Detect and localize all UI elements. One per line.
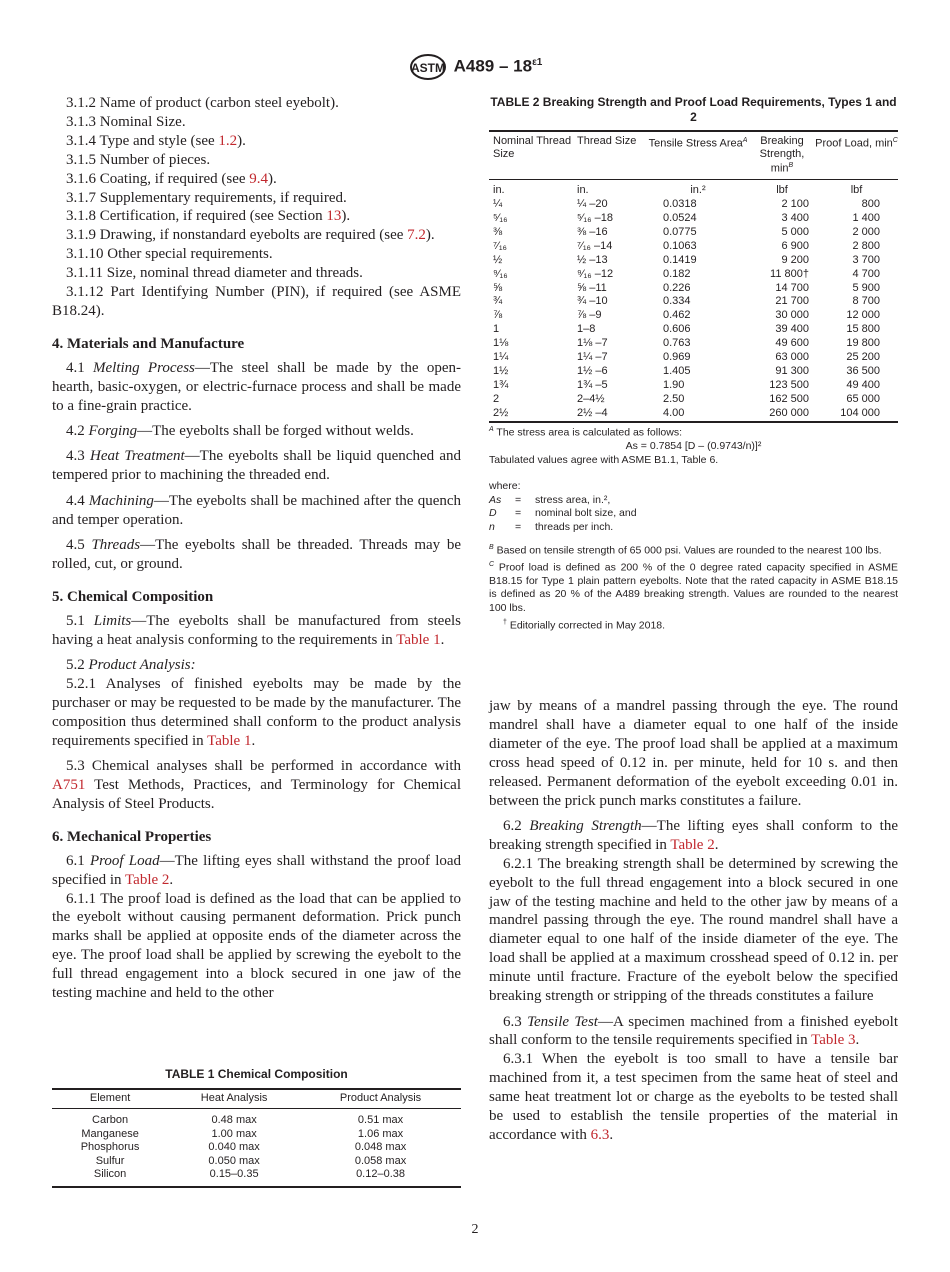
table-cell: ½	[493, 253, 503, 266]
table-cell: 0.050 max	[208, 1154, 260, 1167]
page-header	[0, 54, 950, 80]
paragraph	[52, 612, 461, 650]
run-in-title: Proof Load	[89, 852, 160, 869]
column-header: Heat Analysis	[168, 1089, 300, 1109]
table-cell: 5 000	[781, 225, 809, 238]
table-cell: 1–8	[577, 323, 596, 336]
cross-reference-link[interactable]: 7.2	[407, 227, 426, 244]
text-run: —The eyebolts shall be machined after the quench and temper operation.	[52, 492, 462, 528]
table-cell: ⁹⁄₁₆ –12	[577, 267, 614, 280]
table-cell: 0.040 max	[208, 1141, 260, 1153]
footnote-ref: C	[892, 137, 898, 144]
table-cell: 1.90	[663, 378, 685, 391]
cross-reference-link[interactable]: Table 2	[670, 836, 715, 853]
text-run: 3.1.10 Other special requirements.	[66, 246, 273, 263]
table-cell: 36 500	[846, 364, 880, 377]
run-in-title: Breaking Strength	[529, 817, 642, 834]
table-cell: 0.12–0.38	[356, 1168, 405, 1180]
table-cell: 0.462	[663, 309, 691, 322]
table-2-footnotes	[489, 423, 898, 633]
table-cell: 65 000	[846, 392, 880, 405]
table-cell: 123 500	[769, 378, 809, 391]
definition: threads per inch.	[535, 521, 614, 534]
run-in-title: Machining	[88, 492, 154, 509]
table-2	[489, 95, 898, 423]
text-run: ).	[341, 208, 351, 225]
table-row	[52, 1128, 461, 1142]
equals: =	[515, 493, 522, 506]
table-cell: ⁷⁄₁₆ –14	[577, 239, 613, 252]
footnote-b	[489, 541, 898, 558]
text-run: 3.1.5 Number of pieces.	[66, 151, 211, 168]
table-cell: ⅜ –16	[577, 225, 608, 238]
table-cell: 4.00	[663, 406, 685, 419]
text-run: 6.1	[66, 852, 90, 869]
table-row	[489, 226, 898, 240]
text-run: 4.4	[66, 492, 89, 509]
table-cell: 1.00 max	[211, 1127, 257, 1140]
text-run: 3.1.3 Nominal Size.	[66, 113, 186, 130]
run-in-title: Product Analysis:	[88, 657, 196, 674]
text-run: ).	[425, 227, 435, 244]
unit-cell: lbf	[776, 184, 788, 197]
cross-reference-link[interactable]: Table 3	[811, 1032, 856, 1049]
table-cell: 63 000	[775, 351, 809, 364]
run-in-title: Limits	[93, 612, 132, 629]
footnote-mark: B	[489, 543, 494, 551]
table-cell: 1¼	[493, 351, 509, 364]
text-run: 3.1.11 Size, nominal thread diameter and threads.	[66, 265, 363, 282]
table-cell: 11 800†	[770, 267, 809, 280]
text-run: —The steel shall be made by the open-hearth, basic-oxygen, or electric-furnace process and shall be made to a fine-grain practice.	[52, 359, 461, 414]
text-run: 3.1.2 Name of product (carbon steel eyebolt).	[66, 95, 339, 111]
symbol: As	[489, 493, 502, 506]
paragraph	[52, 536, 461, 574]
table-cell: ⁹⁄₁₆	[493, 267, 508, 280]
table-cell: 0.1419	[663, 253, 697, 266]
text-run: —The eyebolts shall be manufactured from steels having a heat analysis conforming to the requirements in	[52, 612, 461, 648]
definition-row	[489, 521, 637, 535]
equals: =	[515, 521, 522, 534]
text-run: 3.1.8 Certification, if required (see Section	[66, 208, 327, 225]
table-cell: 260 000	[769, 406, 809, 419]
table-cell: 19 800	[846, 337, 880, 350]
text-run: 5.2.1 Analyses of finished eyebolts may be made by the purchaser or may be requested to be made by the manufacturer. The composition thus determined shall conform to the product analysis requirements specified in	[52, 675, 461, 749]
text-run: .	[440, 631, 445, 648]
table-cell: 2½	[493, 406, 509, 419]
symbol: D	[489, 507, 497, 520]
paragraph	[52, 492, 461, 530]
table-row	[489, 295, 898, 309]
definition-row	[489, 494, 637, 508]
table-cell: Carbon	[92, 1114, 129, 1126]
cross-reference-link[interactable]: Table 2	[125, 871, 170, 888]
table-cell: 9 200	[781, 253, 809, 266]
table-cell: 30 000	[775, 309, 809, 322]
footnote-text: Editorially corrected in May 2018.	[509, 619, 666, 632]
run-in-title: Threads	[91, 537, 141, 554]
table-cell: 2½ –4	[577, 406, 608, 419]
footnote-ref: A	[742, 137, 748, 144]
table-cell: ¾ –10	[577, 295, 608, 308]
text-run: —The eyebolts shall be threaded. Threads may be rolled, cut, or ground.	[52, 537, 461, 572]
footnote-dagger	[489, 616, 898, 633]
cross-reference-link[interactable]: Table 1	[207, 732, 252, 749]
text-run: —The lifting eyes shall withstand the proof load specified in	[52, 852, 462, 888]
paragraph	[489, 697, 898, 810]
text-run: 4.2	[66, 423, 89, 439]
table-cell: 1.405	[663, 364, 691, 377]
paragraph	[52, 757, 461, 814]
text-run: .	[855, 1032, 860, 1049]
table-cell: ⁷⁄₁₆	[493, 239, 507, 252]
table-cell: 1⅛	[493, 337, 509, 350]
header-text: Proof Load, min	[815, 137, 893, 150]
text-run: 5.3 Chemical analyses shall be performed in accordance with	[66, 758, 461, 775]
text-run: 5.1	[66, 612, 94, 629]
where-definitions	[489, 494, 637, 535]
paragraph	[52, 422, 461, 441]
table-cell: 2	[493, 392, 500, 405]
paragraph	[52, 113, 461, 132]
table-cell: ½ –13	[577, 253, 608, 266]
text-run: 4.3	[66, 448, 90, 465]
table-cell: 2 000	[852, 225, 880, 238]
table-cell: 5 900	[852, 281, 880, 294]
unit-cell: in.	[577, 184, 589, 197]
where-label: where:	[489, 480, 521, 493]
table-cell: 0.226	[663, 281, 691, 294]
table-cell: 1.06 max	[357, 1127, 404, 1140]
text-run: 3.1.6 Coating, if required (see	[66, 170, 250, 187]
column-header: Product Analysis	[300, 1089, 461, 1109]
text-run: 5.2	[66, 657, 89, 674]
paragraph	[52, 245, 461, 264]
table-cell: 1½ –6	[577, 364, 608, 377]
column-header	[647, 131, 749, 180]
table-row	[489, 309, 898, 323]
column-header	[577, 131, 647, 180]
table-row	[489, 379, 898, 393]
table-cell: ¼ –20	[577, 198, 608, 211]
table-cell: Silicon	[93, 1168, 127, 1180]
table-cell: 0.51 max	[357, 1114, 404, 1126]
table-cell: 0.48 max	[211, 1114, 257, 1126]
table-cell: 2–4½	[577, 392, 605, 405]
paragraph	[489, 855, 898, 1006]
table-2-grid	[489, 130, 898, 423]
unit-cell: lbf	[850, 184, 863, 197]
run-in-title: Heat Treatment	[89, 448, 185, 465]
section-heading: 5. Chemical Composition	[52, 588, 214, 605]
table-cell: 0.606	[663, 323, 691, 336]
table-cell: 0.15–0.35	[209, 1168, 259, 1180]
table-cell: ¼	[493, 198, 503, 211]
paragraph	[52, 189, 461, 208]
table-cell: ⅝	[493, 281, 503, 294]
table-row	[489, 282, 898, 296]
column-header: Element	[52, 1089, 168, 1109]
table-cell: 0.0775	[663, 225, 697, 238]
column-header	[749, 131, 815, 180]
run-in-title: Melting Process	[93, 359, 195, 376]
table-row	[489, 351, 898, 365]
table-row	[52, 1141, 461, 1155]
paragraph	[489, 1050, 898, 1145]
table-cell: ⁵⁄₁₆	[493, 211, 508, 224]
table-cell: 0.969	[663, 351, 691, 364]
table-cell: 162 500	[769, 392, 809, 405]
cross-reference-link[interactable]: 13	[326, 208, 342, 225]
text-run: Test Methods, Practices, and Terminology for Chemical Analysis of Steel Products.	[52, 777, 461, 812]
table-cell: 1¾	[493, 378, 509, 391]
paragraph	[52, 207, 461, 226]
table-cell: 3 400	[781, 211, 809, 224]
section-heading: 4. Materials and Manufacture	[52, 335, 245, 352]
table-cell: 1¼ –7	[577, 351, 608, 364]
table-row	[52, 1109, 461, 1128]
table-cell: 2 100	[781, 198, 809, 211]
table-cell: ⅞ –9	[577, 309, 602, 322]
table-row	[489, 268, 898, 282]
table-cell: 8 700	[852, 295, 880, 308]
units-row	[489, 180, 898, 198]
table-cell: 91 300	[775, 364, 809, 377]
section-heading: 6. Mechanical Properties	[52, 828, 212, 845]
table-cell: 4 700	[852, 267, 880, 280]
footnote-text: The stress area is calculated as follows:	[496, 426, 682, 439]
text-run: —The eyebolts shall be forged without welds.	[137, 423, 414, 439]
table-cell: 0.0524	[663, 211, 697, 224]
astm-logo-icon	[408, 54, 448, 80]
paragraph	[52, 852, 461, 890]
text-run: 3.1.7 Supplementary requirements, if required.	[66, 189, 347, 206]
table-1-caption: TABLE 1 Chemical Composition	[165, 1067, 348, 1081]
table-row	[52, 1155, 461, 1169]
table-cell: 12 000	[846, 309, 880, 322]
table-cell: 0.1063	[663, 239, 697, 252]
run-in-title: Forging	[88, 423, 138, 439]
footnote-mark: †	[503, 618, 507, 626]
footnote-text: Proof load is defined as 200 % of the 0 degree rated capacity specified in ASME B18.15 for Type 1 plain pattern eyebolts. Note that the rated capacity in ASME B18.15 is defined as 20 % of the A489 breaking strength. Values are rounded to the nearest 100 lbs.	[489, 561, 899, 615]
column-header	[815, 131, 898, 180]
table-cell: Sulfur	[95, 1154, 125, 1167]
footnote-a	[489, 423, 898, 440]
text-run: jaw by means of a mandrel passing through the eye. The round mandrel shall have a diameter equal to one half of the inside diameter of the eye. The proof load shall be applied at a maximum cross head speed of 0.12 in. per minute, held for 10 s. and then released. Permanent deformation of the eyebolt exceeding 0.01 in. between the prick punch marks constitutes a failure.	[489, 698, 898, 809]
table-cell: Manganese	[81, 1127, 139, 1140]
table-cell: 25 200	[846, 351, 880, 364]
table-cell: 800	[861, 198, 880, 211]
cross-reference-link[interactable]: 9.4	[249, 170, 269, 187]
table-cell: 15 800	[846, 323, 880, 336]
text-run: 3.1.4 Type and style (see	[66, 132, 219, 149]
paragraph	[52, 359, 461, 416]
footnote-text: Based on tensile strength of 65 000 psi. Values are rounded to the nearest 100 lbs.	[496, 544, 882, 557]
page-number: 2	[471, 1222, 479, 1237]
formula: As = 0.7854 [D – (0.9743/n)]²	[625, 440, 762, 453]
text-run: .	[609, 1126, 614, 1143]
text-run: 3.1.12 Part Identifying Number (PIN), if required (see ASME B18.24).	[52, 284, 461, 319]
table-cell: ⅝ –11	[577, 281, 607, 294]
paragraph	[52, 283, 461, 321]
text-run: —The lifting eyes shall conform to the breaking strength specified in	[489, 817, 899, 853]
paragraph	[489, 817, 898, 855]
table-cell: 1	[493, 323, 500, 336]
table-cell: 1 400	[852, 211, 880, 224]
table-cell: ¾	[493, 295, 503, 308]
cross-reference-link[interactable]: 1.2	[218, 132, 238, 149]
header-text: Tensile Stress Area	[648, 137, 743, 150]
paragraph	[52, 447, 461, 485]
table-cell: 1½	[493, 364, 509, 377]
text-run: —The eyebolts shall be liquid quenched and tempered prior to machining the threaded end.	[52, 448, 461, 484]
table-row	[489, 212, 898, 226]
table-cell: 2 800	[852, 239, 880, 252]
definition: nominal bolt size, and	[535, 507, 637, 520]
table-cell: Phosphorus	[80, 1141, 140, 1153]
table-cell: 0.048 max	[354, 1141, 407, 1153]
text-run: 6.3	[503, 1013, 528, 1030]
table-1-grid	[52, 1088, 461, 1188]
paragraph	[52, 94, 461, 113]
table-cell: 49 600	[775, 337, 809, 350]
text-run: .	[251, 732, 256, 749]
table-cell: 49 400	[846, 378, 880, 391]
run-in-title: Tensile Test	[527, 1013, 598, 1030]
table-row	[52, 1168, 461, 1187]
table-cell: 0.0318	[663, 198, 697, 211]
text-run: 6.2	[503, 817, 530, 834]
table-cell: ⅞	[493, 309, 503, 322]
table-2-caption: TABLE 2 Breaking Strength and Proof Load Requirements, Types 1 and 2	[490, 95, 897, 124]
cross-reference-link[interactable]: A751	[52, 777, 86, 793]
cross-reference-link[interactable]: Table 1	[396, 631, 441, 648]
table-row	[489, 393, 898, 407]
text-run: 6.1.1 The proof load is defined as the load that can be applied to the eyebolt without causing permanent deformation. Prick punch marks shall be applied at opposite ends of the diameter across the eye. The proof load shall be applied by screwing the eyebolt to the full thread engagement into a block secured in one jaw of the testing machine and held to the other	[52, 890, 461, 1002]
paragraph	[52, 264, 461, 283]
table-cell: 14 700	[775, 281, 809, 294]
table-cell: 0.334	[663, 295, 691, 308]
table-cell: 39 400	[775, 323, 809, 336]
text-run: 4.5	[66, 537, 92, 554]
table-cell: 0.182	[663, 267, 691, 280]
table-cell: ⅜	[493, 225, 503, 238]
text-run: 6.2.1 The breaking strength shall be determined by screwing the eyebolt to the full thread engagement into a block secured in one jaw of the testing machine and held to the other jaw by means of a mandrel passing through the eye. The round mandrel shall have a diameter equal to one half of the inside diameter of the eye. The load shall be applied at a maximum crosshead speed of 0.12 in. per minute until fracture. Fracture of the eyebolt below the specified breaking strength or stripping of the threads constitutes a failure	[489, 855, 898, 1005]
table-cell: 1¾ –5	[577, 378, 608, 391]
paragraph	[489, 1013, 898, 1051]
epsilon-mark: ε1	[532, 56, 543, 68]
text-run: 6.3.1 When the eyebolt is too small to have a tensile bar machined from it, a test specimen from the same heat of steel and same heat treatment lot or charge as the eyebolts to be tested shall be used to establish the tensile properties of the material in accordance with	[489, 1051, 898, 1143]
table-cell: 6 900	[781, 239, 809, 252]
paragraph	[52, 890, 461, 1003]
column-header	[489, 131, 577, 180]
right-column	[489, 697, 898, 1151]
table-row	[489, 323, 898, 337]
equals: =	[515, 507, 522, 520]
header-text: Thread Size	[577, 135, 637, 147]
paragraph	[52, 656, 461, 675]
paragraph	[52, 170, 461, 189]
unit-cell: in.²	[690, 184, 706, 197]
designation: A489 – 18	[453, 56, 533, 76]
text-run: ).	[268, 170, 277, 187]
table-cell: 0.058 max	[354, 1154, 407, 1167]
table-cell: ⁵⁄₁₆ –18	[577, 211, 613, 224]
table-cell: 3 700	[852, 253, 880, 266]
table-cell: 2.50	[663, 392, 685, 405]
header-text: Nominal Thread Size	[493, 135, 572, 160]
table-cell: 104 000	[840, 406, 880, 419]
text-run: .	[169, 871, 174, 888]
table-row	[489, 254, 898, 268]
footnote-a-after: Tabulated values agree with ASME B1.1, Table 6.	[489, 453, 719, 466]
unit-cell: in.	[493, 184, 505, 197]
table-cell: 21 700	[775, 295, 809, 308]
text-run: —A specimen machined from a finished eyebolt shall conform to the tensile requirements specified in	[489, 1013, 899, 1049]
paragraph	[52, 132, 461, 151]
table-cell: 1⅛ –7	[577, 337, 608, 350]
table-row	[489, 407, 898, 422]
footnote-c	[489, 558, 898, 616]
paragraph	[52, 151, 461, 170]
paragraph	[52, 675, 461, 751]
paragraph	[52, 226, 461, 245]
header-text: Breaking Strength, min	[759, 135, 805, 175]
text-run: .	[714, 836, 719, 853]
table-row	[489, 365, 898, 379]
definition-row	[489, 507, 637, 521]
table-row	[489, 240, 898, 254]
footnote-mark: A	[489, 426, 494, 433]
svg-text:ASTM: ASTM	[410, 61, 445, 75]
text-run: 3.1.9 Drawing, if nonstandard eyebolts are required (see	[66, 227, 408, 244]
footnote-mark: C	[489, 560, 495, 568]
definition: stress area, in.²,	[535, 493, 611, 506]
cross-reference-link[interactable]: 6.3	[590, 1126, 610, 1143]
table-cell: 0.763	[663, 337, 691, 350]
table-row	[489, 198, 898, 212]
left-column	[52, 94, 461, 1003]
footnote-ref: B	[788, 162, 794, 169]
symbol: n	[489, 521, 495, 534]
text-run: ).	[237, 132, 246, 149]
table-1	[52, 1067, 461, 1188]
table-row	[489, 337, 898, 351]
text-run: 4.1	[66, 359, 94, 376]
